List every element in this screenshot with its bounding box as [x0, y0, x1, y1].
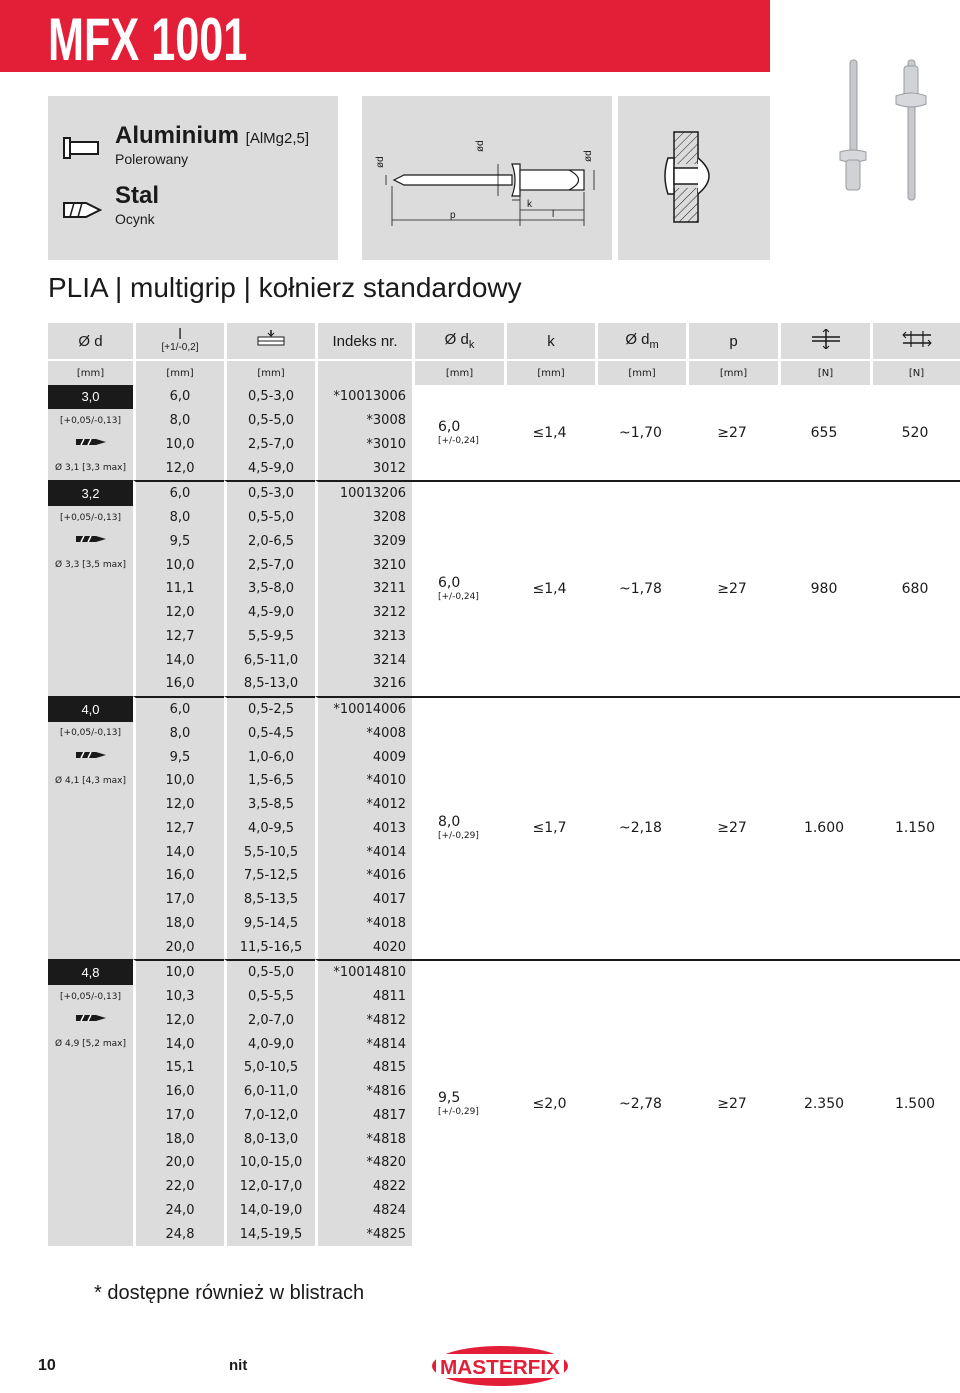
grip-range-cell: 8,0-13,0 [224, 1127, 315, 1151]
index-cell: 3012 [315, 456, 412, 480]
diameter-cell: 3,2 [48, 480, 133, 506]
dk-tolerance: [+/-0,29] [438, 1106, 479, 1117]
table-units-row [48, 359, 960, 385]
index-cell: 3213 [315, 625, 412, 649]
drill-diameter: Ø 3,1 [3,3 max] [48, 456, 133, 480]
length-cell: 14,0 [133, 648, 224, 672]
index-cell: *4016 [315, 864, 412, 888]
index-cell: *3010 [315, 433, 412, 457]
diameter-cell: 4,0 [48, 696, 133, 722]
grip-range-cell: 4,0-9,0 [224, 1032, 315, 1056]
diameter-cell: 4,8 [48, 959, 133, 985]
dk-value: 9,5 [438, 1089, 461, 1106]
index-cell: *4820 [315, 1151, 412, 1175]
dk-cell [412, 959, 504, 1246]
grip-range-cell: 2,5-7,0 [224, 433, 315, 457]
grip-range-cell: 14,5-19,5 [224, 1222, 315, 1246]
dk-value: 6,0 [438, 418, 461, 435]
length-cell: 12,7 [133, 625, 224, 649]
length-cell: 17,0 [133, 1104, 224, 1128]
drill-icon-cell [48, 530, 133, 554]
unit-dk: [mm] [412, 359, 504, 385]
index-cell: *3008 [315, 409, 412, 433]
label-l: l [552, 209, 555, 220]
length-cell: 12,0 [133, 456, 224, 480]
label-d: ød [583, 150, 594, 162]
shear-cell: 980 [778, 480, 870, 696]
empty-cell [48, 1127, 133, 1151]
empty-cell [48, 840, 133, 864]
length-cell: 8,0 [133, 506, 224, 530]
index-cell: *10014006 [315, 696, 412, 722]
index-cell: *10014810 [315, 959, 412, 985]
index-cell: 4009 [315, 745, 412, 769]
diameter-cell: 3,0 [48, 385, 133, 409]
grip-range-cell: 6,5-11,0 [224, 648, 315, 672]
label-k: k [527, 199, 532, 210]
drill-bit-icon [74, 749, 108, 761]
length-cell: 6,0 [133, 385, 224, 409]
aluminium-rivet-icon [62, 136, 102, 160]
grip-range-cell: 1,0-6,0 [224, 745, 315, 769]
length-cell: 20,0 [133, 935, 224, 959]
diameter-tolerance: [+0,05/-0,13] [48, 985, 133, 1009]
empty-cell [48, 1056, 133, 1080]
label-dm: ød [375, 156, 386, 168]
dm-cell: ~2,18 [595, 696, 686, 959]
index-cell: *4812 [315, 1009, 412, 1033]
table-row [48, 959, 960, 985]
empty-cell [48, 912, 133, 936]
unit-d: [mm] [48, 359, 133, 385]
table-row [48, 480, 960, 506]
grip-range-cell: 0,5-5,0 [224, 959, 315, 985]
grip-range-cell: 2,0-6,5 [224, 530, 315, 554]
k-cell: ≤1,4 [532, 424, 567, 441]
length-cell: 12,0 [133, 1009, 224, 1033]
grip-range-cell: 0,5-5,0 [224, 409, 315, 433]
label-p: p [450, 210, 456, 221]
svg-text:MASTERFIX: MASTERFIX [440, 1357, 561, 1379]
empty-cell [48, 1222, 133, 1246]
length-cell: 24,0 [133, 1199, 224, 1223]
length-cell: 10,0 [133, 553, 224, 577]
index-cell: *4010 [315, 769, 412, 793]
index-cell: 4017 [315, 888, 412, 912]
empty-cell [48, 1175, 133, 1199]
length-cell: 10,0 [133, 433, 224, 457]
index-cell: *4814 [315, 1032, 412, 1056]
length-cell: 9,5 [133, 745, 224, 769]
index-cell: 3210 [315, 553, 412, 577]
empty-cell [48, 625, 133, 649]
grip-range-cell: 14,0-19,0 [224, 1199, 315, 1223]
diameter-tolerance: [+0,05/-0,13] [48, 506, 133, 530]
index-cell: 3209 [315, 530, 412, 554]
grip-range-cell: 4,0-9,5 [224, 817, 315, 841]
spec-table-body [48, 385, 960, 1246]
grip-range-cell: 8,5-13,0 [224, 672, 315, 696]
length-cell: 16,0 [133, 1080, 224, 1104]
index-cell: 3212 [315, 601, 412, 625]
grip-range-cell: 4,5-9,0 [224, 456, 315, 480]
empty-cell [48, 935, 133, 959]
grip-range-cell: 1,5-6,5 [224, 769, 315, 793]
table-row [48, 696, 960, 722]
length-cell: 12,7 [133, 817, 224, 841]
grip-range-cell: 10,0-15,0 [224, 1151, 315, 1175]
tensile-cell: 520 [901, 424, 929, 441]
length-cell: 15,1 [133, 1056, 224, 1080]
header-grip-range [224, 323, 315, 359]
header-index: Indeks nr. [315, 323, 412, 359]
header-dk: Ø $d_k$ [412, 323, 504, 359]
drill-icon-cell [48, 433, 133, 457]
shear-force-icon [810, 329, 842, 349]
dk-value: 6,0 [438, 574, 461, 591]
table-row [48, 385, 960, 409]
unit-k: [mm] [504, 359, 595, 385]
index-cell: 3214 [315, 648, 412, 672]
grip-range-cell: 0,5-3,0 [224, 385, 315, 409]
section-title: PLIA | multigrip | kołnierz standardowy [48, 272, 522, 303]
header-shear [778, 323, 870, 359]
length-cell: 8,0 [133, 409, 224, 433]
length-cell: 10,0 [133, 959, 224, 985]
grip-range-cell: 3,5-8,5 [224, 793, 315, 817]
installed-rivet-icon [618, 96, 770, 260]
grip-range-cell: 0,5-5,0 [224, 506, 315, 530]
masterfix-logo-icon [430, 1344, 570, 1388]
unit-index [315, 359, 412, 385]
p-cell: ≥27 [717, 424, 747, 441]
shear-cell: 2.350 [778, 959, 870, 1246]
index-cell: *4018 [315, 912, 412, 936]
footnote: * dostępne również w blistrach [94, 1282, 365, 1304]
unit-dm: [mm] [595, 359, 686, 385]
dk-tolerance: [+/-0,24] [438, 435, 479, 446]
grip-range-cell: 5,5-10,5 [224, 840, 315, 864]
unit-l: [mm] [133, 359, 224, 385]
unit-tensile: [N] [870, 359, 960, 385]
grip-range-cell: 8,5-13,5 [224, 888, 315, 912]
installed-rivet-panel [618, 96, 770, 260]
diameter-tolerance: [+0,05/-0,13] [48, 409, 133, 433]
dk-cell [412, 696, 504, 959]
index-cell: *4816 [315, 1080, 412, 1104]
dm-cell: ~2,78 [595, 959, 686, 1246]
length-cell: 18,0 [133, 912, 224, 936]
length-cell: 10,0 [133, 769, 224, 793]
drill-icon-cell [48, 745, 133, 769]
empty-cell [48, 1151, 133, 1175]
empty-cell [48, 793, 133, 817]
grip-range-cell: 0,5-4,5 [224, 722, 315, 746]
index-cell: 4824 [315, 1199, 412, 1223]
header-k: k [504, 323, 595, 359]
length-cell: 24,8 [133, 1222, 224, 1246]
drill-diameter: Ø 3,3 [3,5 max] [48, 553, 133, 577]
material-aluminium-finish: Polerowany [115, 151, 189, 167]
grip-range-cell: 3,5-8,0 [224, 577, 315, 601]
grip-range-cell: 6,0-11,0 [224, 1080, 315, 1104]
p-cell: ≥27 [686, 959, 778, 1246]
index-cell: 3211 [315, 577, 412, 601]
steel-rivet-icon [60, 198, 104, 222]
material-aluminium: Aluminium [AlMg2,5] [115, 122, 310, 149]
drill-bit-icon [74, 436, 108, 448]
index-cell: 4013 [315, 817, 412, 841]
length-cell: 14,0 [133, 1032, 224, 1056]
index-cell: *4012 [315, 793, 412, 817]
dm-cell: ~1,70 [619, 424, 662, 441]
length-cell: 12,0 [133, 793, 224, 817]
index-cell: 4815 [315, 1056, 412, 1080]
empty-cell [48, 577, 133, 601]
grip-range-cell: 9,5-14,5 [224, 912, 315, 936]
grip-range-cell: 2,5-7,0 [224, 553, 315, 577]
length-cell: 14,0 [133, 840, 224, 864]
header-l: l [+1/-0,2] [133, 323, 224, 359]
unit-shear: [N] [778, 359, 870, 385]
length-cell: 17,0 [133, 888, 224, 912]
drill-icon-cell [48, 1009, 133, 1033]
dk-tolerance: [+/-0,29] [438, 831, 479, 842]
shear-cell: 655 [810, 424, 838, 441]
unit-grip: [mm] [224, 359, 315, 385]
page-number: 10 [38, 1357, 56, 1374]
grip-range-cell: 4,5-9,0 [224, 601, 315, 625]
drill-diameter: Ø 4,9 [5,2 max] [48, 1032, 133, 1056]
drill-diameter: Ø 4,1 [4,3 max] [48, 769, 133, 793]
length-cell: 8,0 [133, 722, 224, 746]
k-cell: ≤2,0 [504, 959, 595, 1246]
index-cell: 4817 [315, 1104, 412, 1128]
index-cell: 3216 [315, 672, 412, 696]
masterfix-logo [430, 1344, 570, 1393]
header-p: p [686, 323, 778, 359]
dm-cell: ~1,78 [595, 480, 686, 696]
table-header-row [48, 323, 960, 359]
page-title: MFX 1001 [48, 6, 248, 73]
dk-value: 8,0 [438, 814, 461, 831]
drill-bit-icon [74, 533, 108, 545]
index-cell: 4020 [315, 935, 412, 959]
length-cell: 16,0 [133, 672, 224, 696]
index-cell: 4822 [315, 1175, 412, 1199]
rivet-photo [822, 52, 952, 216]
grip-range-cell: 5,5-9,5 [224, 625, 315, 649]
dk-cell [412, 385, 504, 480]
grip-range-cell: 0,5-5,5 [224, 985, 315, 1009]
empty-cell [48, 864, 133, 888]
length-cell: 11,1 [133, 577, 224, 601]
index-cell: *10013006 [315, 385, 412, 409]
dk-cell [412, 480, 504, 696]
length-cell: 12,0 [133, 601, 224, 625]
material-panel [48, 96, 338, 260]
length-cell: 9,5 [133, 530, 224, 554]
length-cell: 6,0 [133, 696, 224, 722]
length-cell: 20,0 [133, 1151, 224, 1175]
header-tensile [870, 323, 960, 359]
index-cell: 10013206 [315, 480, 412, 506]
material-steel-finish: Ocynk [115, 211, 155, 227]
footer-category: nit [229, 1357, 248, 1374]
spec-table [48, 323, 960, 1246]
material-steel: Stal [115, 182, 160, 209]
empty-cell [48, 888, 133, 912]
grip-range-cell: 5,0-10,5 [224, 1056, 315, 1080]
drill-bit-icon [74, 1012, 108, 1024]
dimension-diagram-panel [362, 96, 612, 260]
header-d: Ø d [48, 323, 133, 359]
p-cell: ≥27 [686, 696, 778, 959]
empty-cell [48, 1080, 133, 1104]
k-cell: ≤1,7 [504, 696, 595, 959]
length-cell: 10,3 [133, 985, 224, 1009]
grip-range-cell: 7,0-12,0 [224, 1104, 315, 1128]
empty-cell [48, 1104, 133, 1128]
dk-tolerance: [+/-0,24] [438, 591, 479, 602]
tensile-force-icon [901, 329, 933, 349]
empty-cell [48, 672, 133, 696]
index-cell: *4818 [315, 1127, 412, 1151]
grip-range-cell: 12,0-17,0 [224, 1175, 315, 1199]
unit-p: [mm] [686, 359, 778, 385]
grip-range-cell: 11,5-16,5 [224, 935, 315, 959]
grip-range-cell: 7,5-12,5 [224, 864, 315, 888]
tensile-cell: 1.150 [870, 696, 960, 959]
k-cell: ≤1,4 [504, 480, 595, 696]
empty-cell [48, 1199, 133, 1223]
tensile-cell: 680 [870, 480, 960, 696]
length-cell: 18,0 [133, 1127, 224, 1151]
grip-range-cell: 0,5-3,0 [224, 480, 315, 506]
label-dk: ød [475, 140, 486, 152]
diameter-tolerance: [+0,05/-0,13] [48, 722, 133, 746]
tensile-cell: 1.500 [870, 959, 960, 1246]
index-cell: 4811 [315, 985, 412, 1009]
length-cell: 16,0 [133, 864, 224, 888]
empty-cell [48, 601, 133, 625]
length-cell: 22,0 [133, 1175, 224, 1199]
index-cell: *4014 [315, 840, 412, 864]
index-cell: *4008 [315, 722, 412, 746]
empty-cell [48, 648, 133, 672]
grip-range-cell: 2,0-7,0 [224, 1009, 315, 1033]
index-cell: 3208 [315, 506, 412, 530]
header-dm: Ø $d_m$ [595, 323, 686, 359]
p-cell: ≥27 [686, 480, 778, 696]
length-cell: 6,0 [133, 480, 224, 506]
grip-range-icon [256, 330, 286, 348]
empty-cell [48, 817, 133, 841]
index-cell: *4825 [315, 1222, 412, 1246]
shear-cell: 1.600 [778, 696, 870, 959]
grip-range-cell: 0,5-2,5 [224, 696, 315, 722]
rivet-dimension-diagram [362, 96, 612, 260]
